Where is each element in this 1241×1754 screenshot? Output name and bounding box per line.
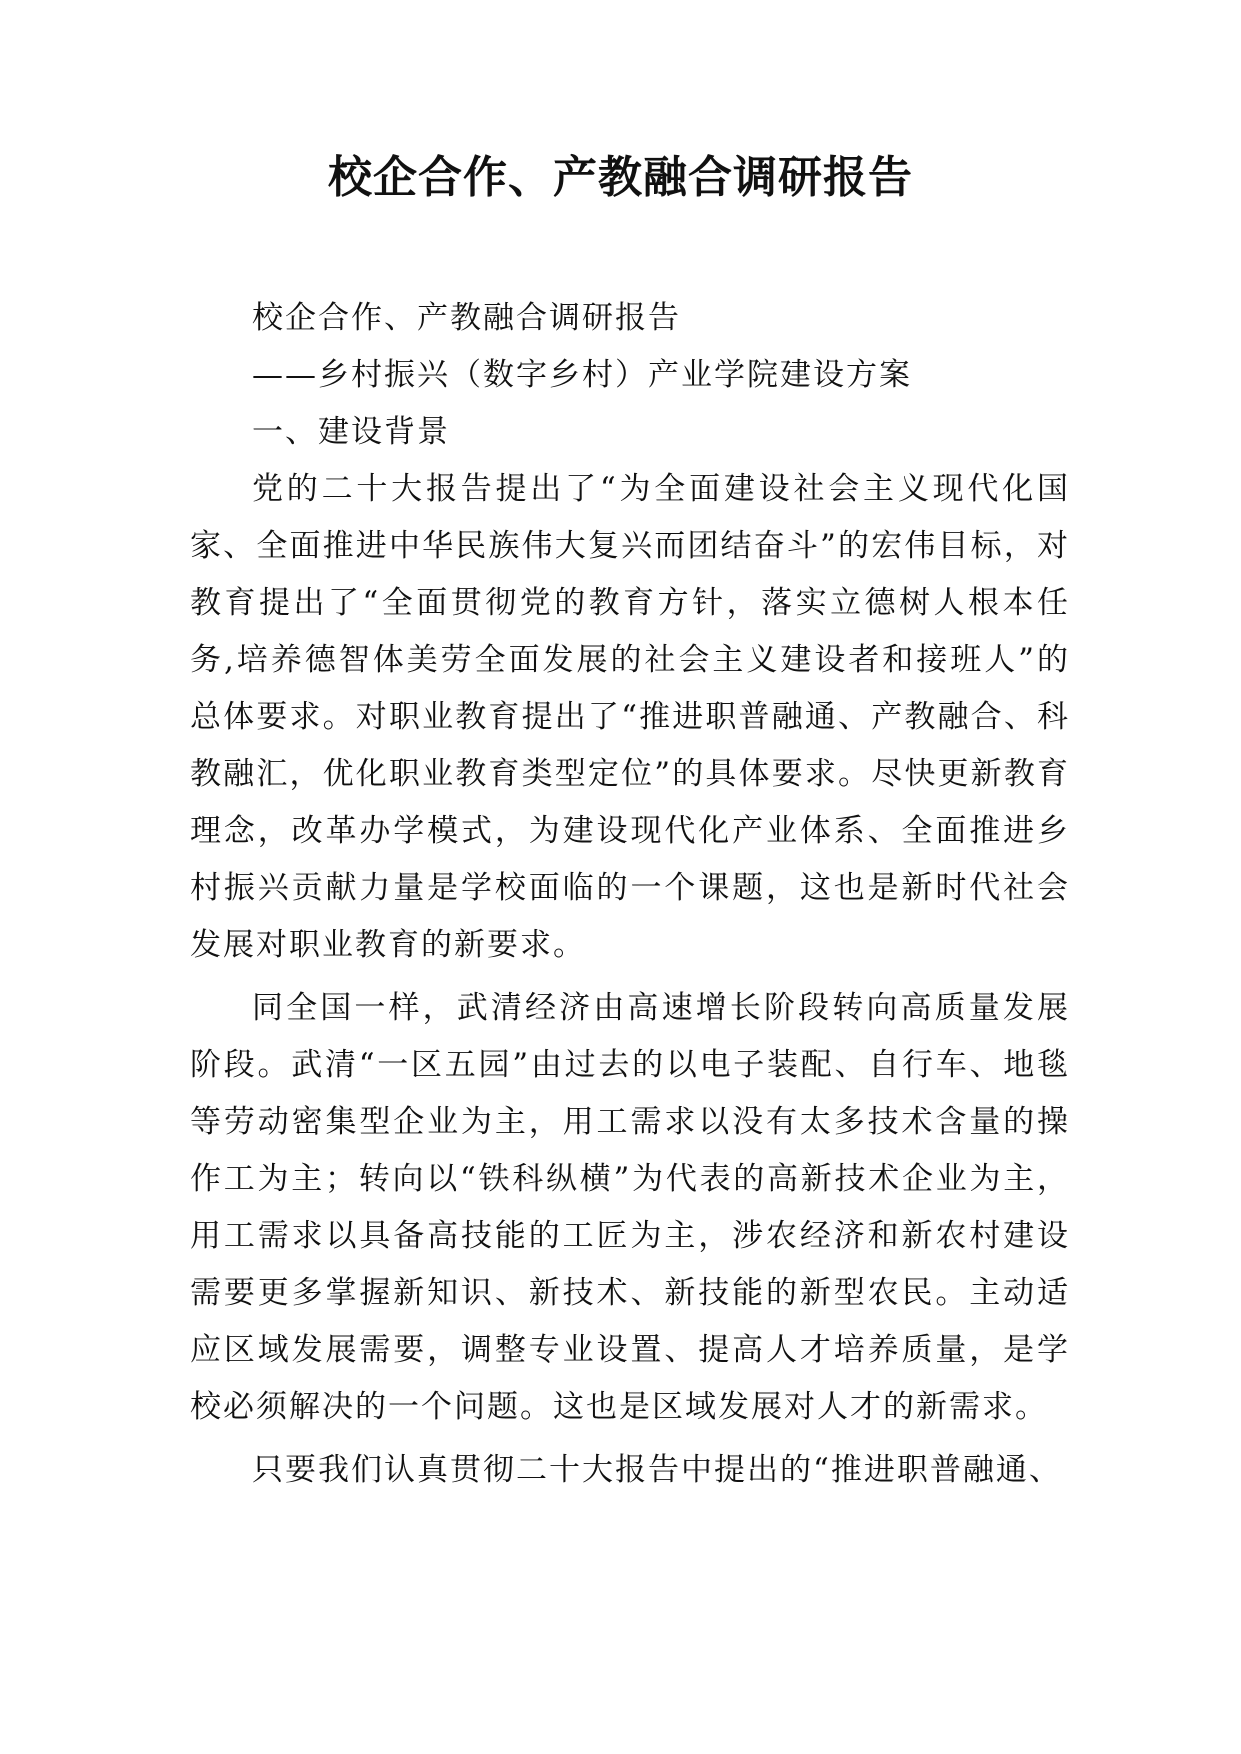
section-heading: 一、建设背景 [252,414,450,450]
document-body [190,290,1070,1499]
scheme-title-line: ——乡村振兴（数字乡村）产业学院建设方案 [252,357,912,393]
subtitle-line: 校企合作、产教融合调研报告 [252,300,681,336]
paragraph: 只要我们认真贯彻二十大报告中提出的“推进职普融通、 [252,1452,1062,1488]
document-title: 校企合作、产教融合调研报告 [328,152,913,203]
paragraph: 党的二十大报告提出了“为全面建设社会主义现代化国家、全面推进中华民族伟大复兴而团结奋斗”的宏伟目标，对教育提出了“全面贯彻党的教育方针，落实立德树人根本任务,培养德智体美劳全面发展的社会主义建设者和接班人”的总体要求。对职业教育提出了“推进职普融通、产教融合、科教融汇，优化职业教育类型定位”的具体要求。尽快更新教育理念，改革办学模式，为建设现代化产业体系、全面推进乡村振兴贡献力量是学校面临的一个课题，这也是新时代社会发展对职业教育的新要求。 [190,471,1070,963]
paragraph: 同全国一样，武清经济由高速增长阶段转向高质量发展阶段。武清“一区五园”由过去的以电子装配、自行车、地毯等劳动密集型企业为主，用工需求以没有太多技术含量的操作工为主；转向以“铁科纵横”为代表的高新技术企业为主，用工需求以具备高技能的工匠为主，涉农经济和新农村建设需要更多掌握新知识、新技术、新技能的新型农民。主动适应区域发展需要，调整专业设置、提高人才培养质量，是学校必须解决的一个问题。这也是区域发展对人才的新需求。 [190,990,1070,1425]
